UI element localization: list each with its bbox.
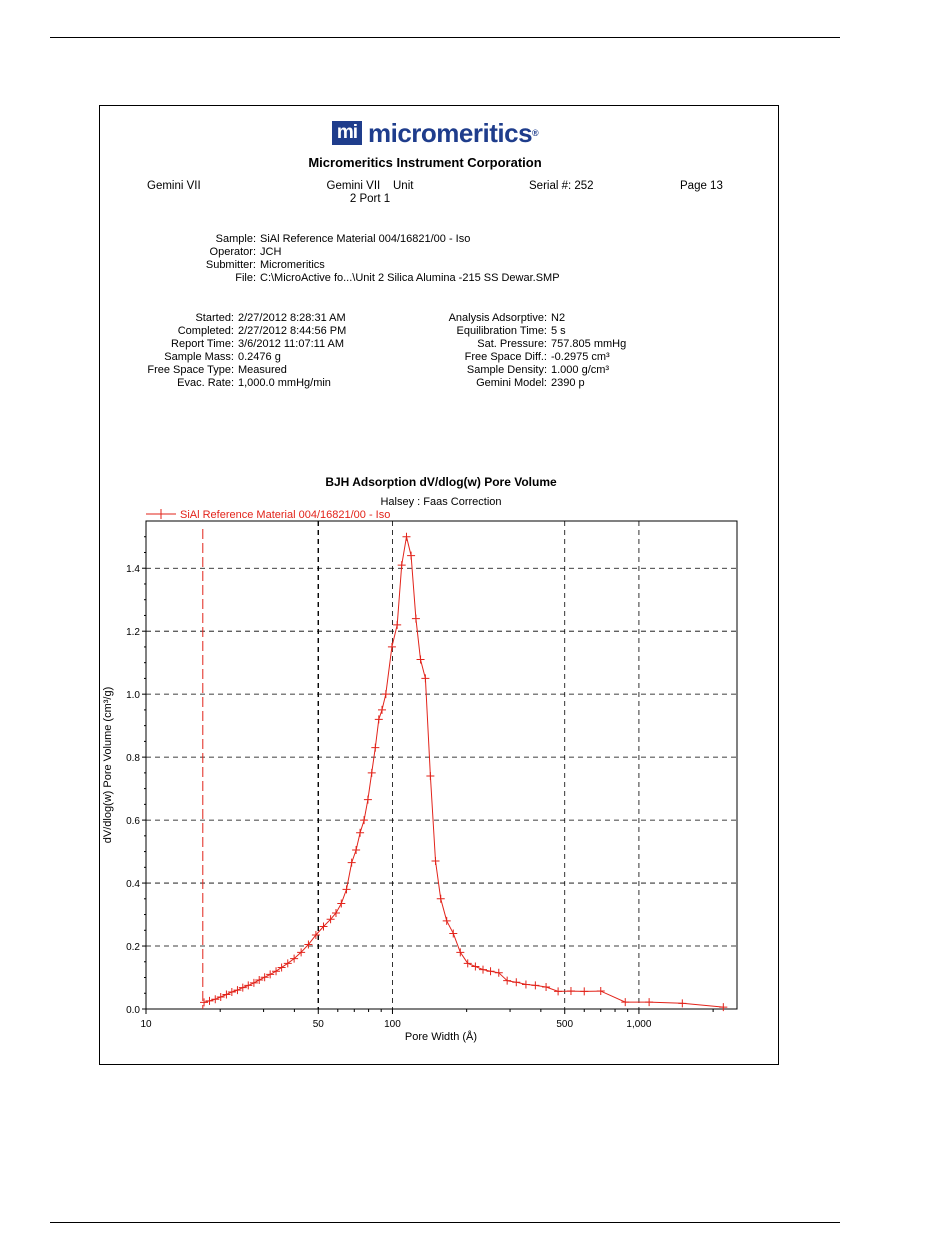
- data-point: [479, 966, 487, 974]
- info-value: -0.2975 cm³: [551, 351, 610, 363]
- info-value: 0.2476 g: [238, 351, 281, 363]
- info-value: N2: [551, 312, 566, 324]
- y-tick-label: 0.0: [126, 1005, 140, 1016]
- info-value: 3/6/2012 11:07:11 AM: [238, 338, 345, 350]
- x-tick-label: 10: [140, 1019, 152, 1030]
- info-label: Free Space Type:: [147, 364, 234, 376]
- x-tick-label: 500: [556, 1019, 574, 1030]
- data-point: [597, 987, 605, 995]
- unit-line-1: Gemini VII Unit: [326, 180, 414, 192]
- info-value: 1,000.0 mmHg/min: [238, 377, 331, 389]
- logo-registered: ®: [532, 128, 539, 138]
- info-value: 2390 p: [551, 377, 585, 389]
- unit-line-2: 2 Port 1: [349, 193, 391, 205]
- x-axis-label: Pore Width (Å): [404, 1031, 478, 1043]
- info-label: Analysis Adsorptive:: [448, 312, 547, 324]
- data-point: [678, 999, 686, 1007]
- data-point: [542, 983, 550, 991]
- data-point: [393, 621, 401, 629]
- data-point: [554, 987, 562, 995]
- data-point: [337, 900, 345, 908]
- info-label: Started:: [195, 312, 234, 324]
- info-value: Measured: [238, 364, 287, 376]
- info-label: Completed:: [177, 325, 234, 337]
- info-label: Submitter:: [205, 259, 256, 271]
- info-value: 1.000 g/cm³: [551, 364, 610, 376]
- y-tick-label: 0.2: [126, 942, 140, 954]
- data-point: [432, 857, 440, 865]
- data-point: [471, 962, 479, 970]
- data-point: [621, 998, 629, 1006]
- plot-frame: [146, 521, 737, 1009]
- data-point: [211, 995, 219, 1003]
- legend: [146, 509, 390, 521]
- data-point: [437, 895, 445, 903]
- x-tick-label: 100: [384, 1019, 401, 1030]
- data-point: [278, 963, 286, 971]
- data-point: [443, 917, 451, 925]
- y-tick-label: 1.0: [126, 690, 140, 702]
- data-point: [371, 744, 379, 752]
- data-point: [343, 885, 351, 893]
- info-value: SiAl Reference Material 004/16821/00 - Iso: [260, 233, 471, 245]
- info-label: Gemini Model:: [476, 377, 547, 389]
- info-value: 2/27/2012 8:28:31 AM: [238, 312, 346, 324]
- data-point: [522, 980, 530, 988]
- data-point: [284, 959, 292, 967]
- x-tick-label: 50: [312, 1019, 324, 1030]
- data-point: [426, 772, 434, 780]
- info-value: 5 s: [551, 325, 566, 337]
- info-value: 2/27/2012 8:44:56 PM: [238, 325, 347, 337]
- plot-area: [126, 521, 737, 1030]
- data-point: [402, 533, 410, 541]
- info-label: Report Time:: [171, 338, 234, 350]
- info-value: 757.805 mmHg: [551, 338, 627, 350]
- y-tick-label: 0.6: [126, 816, 140, 828]
- data-point: [382, 690, 390, 698]
- info-label: Operator:: [209, 246, 256, 258]
- corporation-name: Micromeritics Instrument Corporation: [308, 155, 542, 170]
- chart-subtitle: Halsey : Faas Correction: [380, 496, 502, 508]
- data-point: [580, 987, 588, 995]
- data-point: [206, 997, 214, 1005]
- data-point: [378, 706, 386, 714]
- data-point: [352, 846, 360, 854]
- info-label: Sample Density:: [466, 364, 547, 376]
- x-tick-label: 1,000: [626, 1019, 652, 1030]
- info-label: Sample Mass:: [164, 351, 234, 363]
- y-tick-label: 0.4: [126, 879, 140, 891]
- data-point: [407, 552, 415, 560]
- logo-mark: mi: [332, 121, 362, 145]
- data-point: [417, 656, 425, 664]
- data-point: [531, 981, 539, 989]
- instrument-name: Gemini VII: [147, 180, 201, 192]
- data-point: [449, 929, 457, 937]
- data-point: [412, 615, 420, 623]
- info-value: C:\MicroActive fo...\Unit 2 Silica Alumina -215 SS Dewar.SMP: [260, 272, 560, 284]
- info-label: Sample:: [215, 233, 256, 245]
- data-point: [567, 987, 575, 995]
- data-point: [645, 998, 653, 1006]
- info-value: JCH: [260, 246, 282, 258]
- info-value: Micromeritics: [260, 259, 325, 271]
- info-label: File:: [235, 272, 256, 284]
- info-label: Evac. Rate:: [177, 377, 234, 389]
- data-point: [356, 829, 364, 837]
- series-line: [204, 537, 723, 1007]
- data-point: [368, 769, 376, 777]
- data-point: [364, 796, 372, 804]
- y-axis-label: dV/dlog(w) Pore Volume (cm³/g): [102, 686, 114, 844]
- data-point: [200, 998, 208, 1006]
- y-tick-label: 1.4: [126, 564, 140, 576]
- data-point: [388, 643, 396, 651]
- data-point: [421, 674, 429, 682]
- info-label: Equilibration Time:: [456, 325, 547, 337]
- chart-title: BJH Adsorption dV/dlog(w) Pore Volume: [325, 475, 557, 489]
- y-tick-label: 1.2: [126, 627, 140, 639]
- data-point: [375, 715, 383, 723]
- data-point: [719, 1003, 727, 1011]
- legend-label: SiAl Reference Material 004/16821/00 - Iso: [180, 509, 391, 521]
- serial-number: Serial #: 252: [529, 180, 594, 192]
- data-point: [487, 967, 495, 975]
- logo-word: micromeritics: [368, 118, 533, 148]
- page-number: Page 13: [680, 180, 723, 192]
- data-point: [464, 959, 472, 967]
- data-point: [348, 859, 356, 867]
- data-point: [512, 978, 520, 986]
- info-label: Free Space Diff.:: [464, 351, 547, 363]
- y-tick-label: 0.8: [126, 753, 140, 765]
- data-point: [456, 948, 464, 956]
- data-point: [360, 816, 368, 824]
- info-label: Sat. Pressure:: [477, 338, 547, 350]
